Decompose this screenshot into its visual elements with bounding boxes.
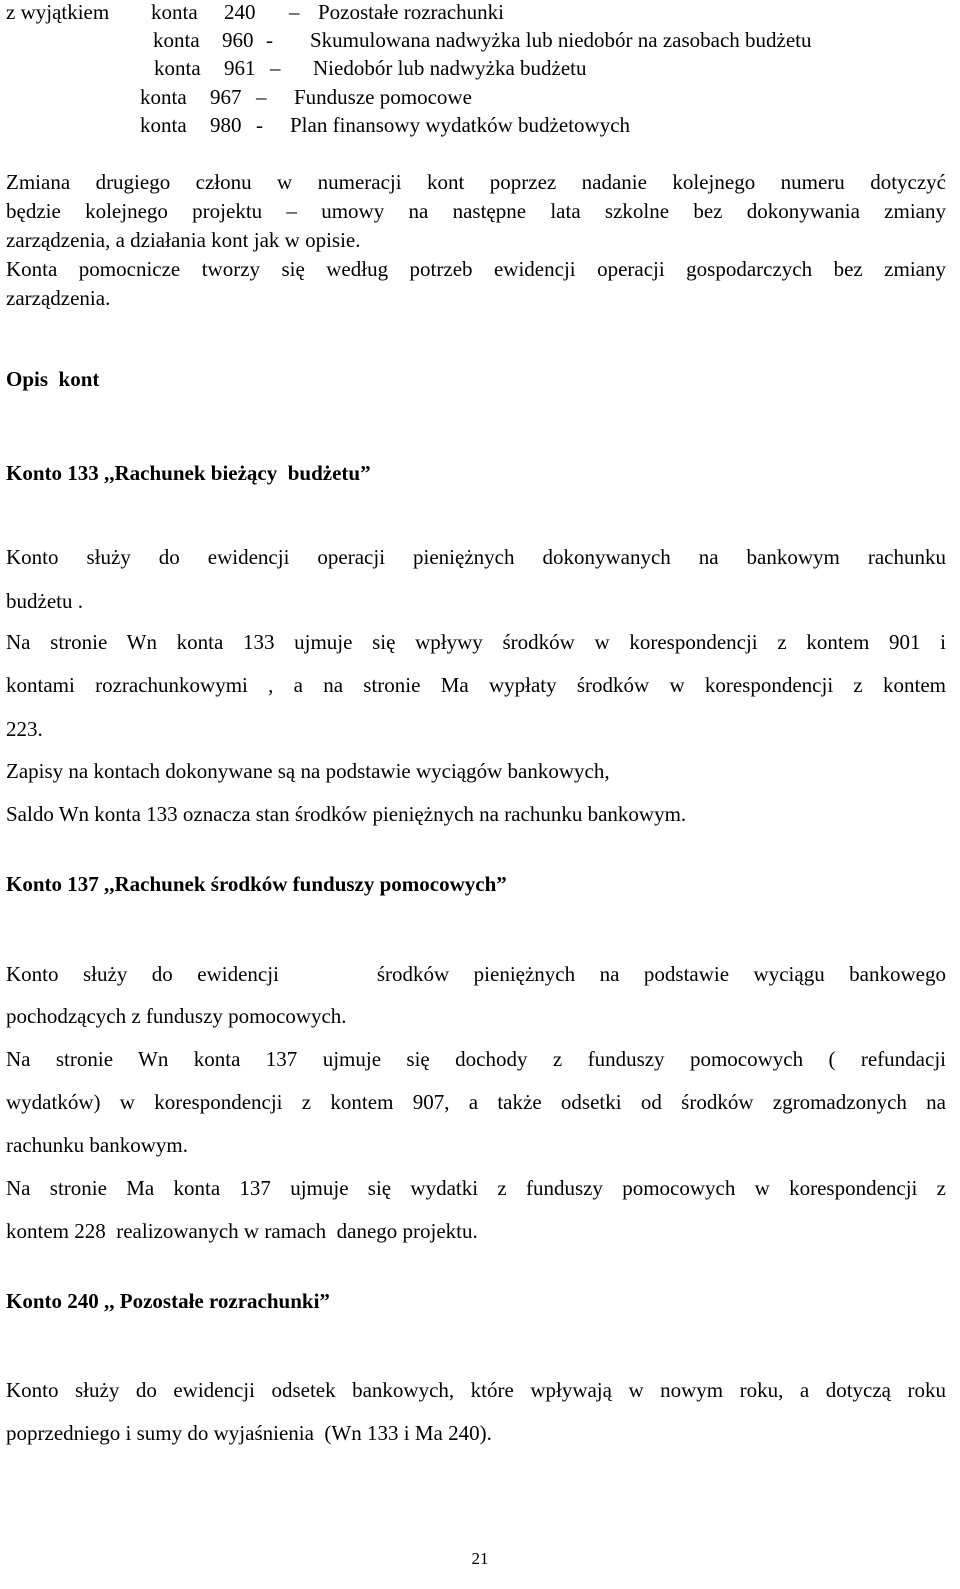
account-number: 240: [224, 0, 256, 24]
text-line: poprzedniego i sumy do wyjaśnienia (Wn 133 i Ma 240).: [6, 1421, 492, 1445]
text-line: pochodzących z funduszy pomocowych.: [6, 1004, 347, 1028]
konto-133-heading: Konto 133 ,,Rachunek bieżący budżetu”: [6, 461, 371, 485]
text-line: będzie kolejnego projektu – umowy na następne lata szkolne bez dokonywania zmiany: [6, 199, 946, 223]
text-line: Na stronie Wn konta 133 ujmuje się wpływy środków w korespondencji z kontem 901 i: [6, 630, 946, 654]
account-separator: -: [256, 113, 263, 137]
account-konto-word: konta: [140, 85, 187, 109]
account-name: Fundusze pomocowe: [294, 85, 472, 109]
text-line: 223.: [6, 717, 43, 741]
text-line: Saldo Wn konta 133 oznacza stan środków pieniężnych na rachunku bankowym.: [6, 802, 687, 826]
account-konto-word: konta: [154, 56, 201, 80]
account-konto-word: konta: [140, 113, 187, 137]
text-line: zarządzenia, a działania kont jak w opisie.: [6, 228, 361, 252]
account-name: Niedobór lub nadwyżka budżetu: [313, 56, 587, 80]
text-line: wydatków) w korespondencji z kontem 907, a także odsetki od środków zgromadzonych na: [6, 1090, 946, 1114]
account-konto-word: konta: [153, 28, 200, 52]
text-line: zarządzenia.: [6, 286, 111, 310]
text-line: Konto służy do ewidencji operacji pieniężnych dokonywanych na bankowym rachunku: [6, 545, 946, 569]
account-number: 980: [210, 113, 242, 137]
section-heading-opis-kont: Opis kont: [6, 367, 100, 391]
text-line: kontami rozrachunkowymi , a na stronie Ma wypłaty środków w korespondencji z kontem: [6, 673, 946, 697]
account-konto-word: konta: [151, 0, 198, 24]
account-name: Pozostałe rozrachunki: [318, 0, 505, 24]
account-name: Plan finansowy wydatków budżetowych: [290, 113, 631, 137]
text-line: rachunku bankowym.: [6, 1133, 188, 1157]
account-separator: –: [256, 85, 267, 109]
text-line: budżetu .: [6, 589, 83, 613]
account-separator: -: [266, 28, 273, 52]
text-line: Konta pomocnicze tworzy się według potrzeb ewidencji operacji gospodarczych bez zmiany: [6, 257, 946, 281]
account-name: Skumulowana nadwyżka lub niedobór na zasobach budżetu: [310, 28, 812, 52]
konto-137-heading: Konto 137 ,,Rachunek środków funduszy pomocowych”: [6, 872, 507, 896]
account-number: 967: [210, 85, 242, 109]
account-separator: –: [289, 0, 300, 24]
text-line: Na stronie Wn konta 137 ujmuje się dochody z funduszy pomocowych ( refundacji: [6, 1047, 946, 1071]
account-number: 960: [222, 28, 254, 52]
accounts-prefix: z wyjątkiem: [6, 0, 110, 24]
text-line: kontem 228 realizowanych w ramach danego projektu.: [6, 1219, 478, 1243]
account-number: 961: [224, 56, 256, 80]
konto-240-heading: Konto 240 ,, Pozostałe rozrachunki”: [6, 1289, 330, 1313]
text-line: Zapisy na kontach dokonywane są na podstawie wyciągów bankowych,: [6, 759, 610, 783]
page-number: 21: [471, 1549, 489, 1568]
text-line: Na stronie Ma konta 137 ujmuje się wydatki z funduszy pomocowych w korespondencji z: [6, 1176, 946, 1200]
account-separator: –: [270, 56, 281, 80]
text-line: Zmiana drugiego członu w numeracji kont poprzez nadanie kolejnego numeru dotyczyć: [6, 170, 946, 194]
text-line: Konto służy do ewidencji odsetek bankowych, które wpływają w nowym roku, a dotyczą roku: [6, 1378, 946, 1402]
text-line: Konto służy do ewidencji środków pieniężnych na podstawie wyciągu bankowego: [6, 962, 946, 986]
